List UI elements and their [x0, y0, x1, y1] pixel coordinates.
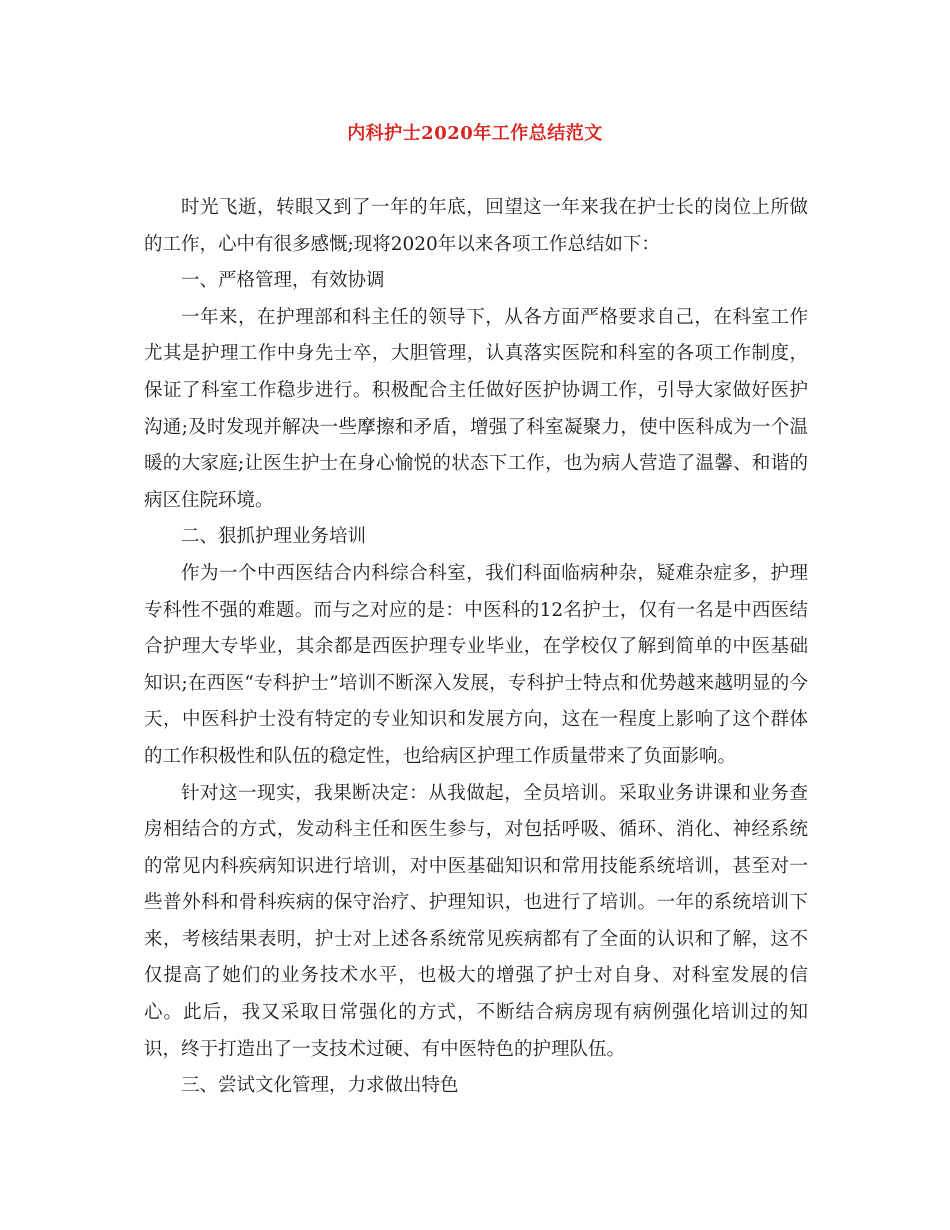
- document-title: 内科护士2020年工作总结范文: [347, 123, 603, 144]
- section-2-paragraph-1: 作为一个中西医结合内科综合科室，我们科面临病种杂，疑难杂症多，护理专科性不强的难题。而与之对应的是：中医科的12名护士，仅有一名是中西医结合护理大专毕业，其余都是西医护理专业毕业，在学校仅了解到简单的中医基础知识;在西医“专科护士”培训不断深入发展，专科护士特点和优势越来越明显的今天，中医科护士没有特定的专业知识和发展方向，这在一程度上影响了这个群体的工作积极性和队伍的稳定性，也给病区护理工作质量带来了负面影响。: [144, 562, 808, 767]
- document-body: [144, 190, 808, 1105]
- section-heading-3: 三、尝试文化管理，力求做出特色: [181, 1075, 459, 1097]
- section-1-paragraph: 一年来，在护理部和科主任的领导下，从各方面严格要求自己，在科室工作尤其是护理工作中身先士卒，大胆管理，认真落实医院和科室的各项工作制度，保证了科室工作稳步进行。积极配合主任做好医护协调工作，引导大家做好医护沟通;及时发现并解决一些摩擦和矛盾，增强了科室凝聚力，使中医科成为一个温暖的大家庭;让医生护士在身心愉悦的状态下工作，也为病人营造了温馨、和谐的病区住院环境。: [144, 306, 808, 511]
- section-2-paragraph-2: 针对这一现实，我果断决定：从我做起，全员培训。采取业务讲课和业务查房相结合的方式，发动科主任和医生参与，对包括呼吸、循环、消化、神经系统的常见内科疾病知识进行培训，对中医基础知识和常用技能系统培训，甚至对一些普外科和骨科疾病的保守治疗、护理知识，也进行了培训。一年的系统培训下来，考核结果表明，护士对上述各系统常见疾病都有了全面的认识和了解，这不仅提高了她们的业务技术水平，也极大的增强了护士对自身、对科室发展的信心。此后，我又采取日常强化的方式，不断结合病房现有病例强化培训过的知识，终于打造出了一支技术过硬、有中医特色的护理队伍。: [144, 782, 808, 1060]
- intro-paragraph: 时光飞逝，转眼又到了一年的年底，回望这一年来我在护士长的岗位上所做的工作，心中有很多感慨;现将2020年以来各项工作总结如下：: [144, 197, 808, 255]
- section-heading-2: 二、狠抓护理业务培训: [181, 526, 367, 548]
- section-heading-1: 一、严格管理，有效协调: [181, 270, 385, 292]
